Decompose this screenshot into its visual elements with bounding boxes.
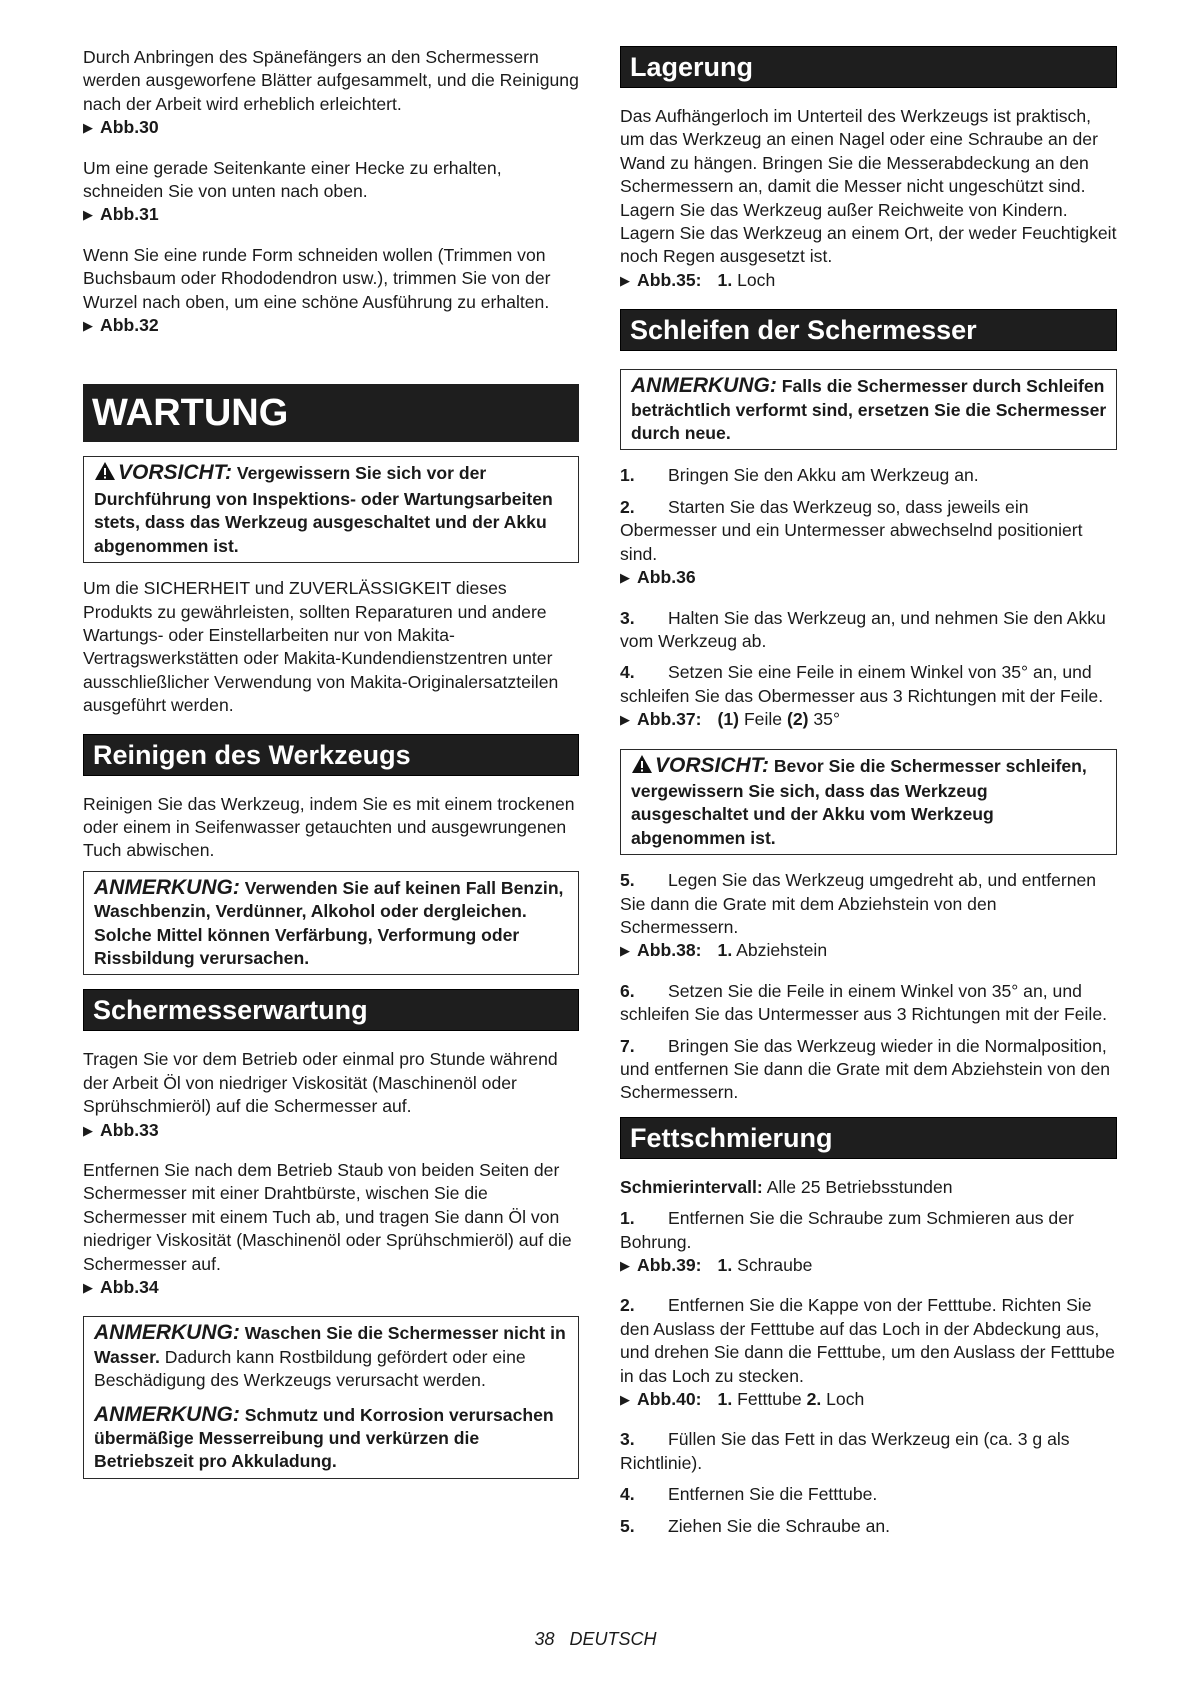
caption-text: Fetttube [737,1389,802,1410]
step-number: 2. [620,1295,635,1316]
paragraph-text: Tragen Sie vor dem Betrieb oder einmal pro Stunde während der Arbeit Öl von niedriger Viskosität (Maschinenöl oder Sprühschmieröl) auf die Schermesser auf. [83,1049,558,1117]
section-heading-lagerung: Lagerung [620,46,1117,88]
warning-triangle-icon [631,754,653,780]
step-number: 2. [620,496,635,517]
caution-text [631,754,1107,851]
figure-label: Abb.36 [637,567,696,588]
triangle-arrow-icon: ▶ [620,272,630,288]
safety-paragraph: Um die SICHERHEIT und ZUVERLÄSSIGKEIT dieses Produkts zu gewährleisten, sollten Reparaturen und andere Wartungs- oder Einstellarbeiten nur von Makita-Vertragswerkstätten oder Makita-Kundendienstzentren unter ausschließlicher Verwendung von Makita-Originalersatzteilen ausgeführt werden. [83,578,559,716]
figure-reference [83,1276,579,1300]
figure-reference [620,708,1117,732]
step-number: 4. [620,1484,635,1505]
right-column [620,46,1117,1546]
figure-reference [83,1119,579,1143]
figure-label: Abb.34 [100,1277,159,1298]
triangle-arrow-icon: ▶ [620,943,630,959]
note-box [83,871,579,976]
triangle-arrow-icon: ▶ [83,318,93,334]
figure-reference [620,1388,1117,1412]
step-item [620,496,1117,566]
caption-text: 35° [813,709,840,730]
step-item [620,1294,1117,1388]
note-text [631,374,1107,445]
step-number: 6. [620,980,635,1001]
caption-text: Loch [737,269,776,290]
step-item [620,1483,1117,1506]
caption-text: Abziehstein [736,940,828,961]
caution-tag: VORSICHT: [118,461,232,485]
note-tag: ANMERKUNG: [631,374,777,398]
warning-triangle-icon [94,461,116,487]
caption-number: 1. [717,1255,733,1276]
note-text [94,1403,569,1474]
step-number: 3. [620,607,635,628]
paragraph-dust [83,1159,579,1300]
left-column [83,46,579,1493]
paragraph-runde-form [83,244,579,339]
step-item [620,607,1117,654]
section-heading-wartung: WARTUNG [83,384,579,442]
interval-label: Schmierintervall: [620,1176,763,1197]
caution-box [620,749,1117,856]
figure-label: Abb.37: [637,709,702,730]
step-item [620,1207,1117,1254]
storage-section [620,105,1117,293]
figure-caption [718,708,840,731]
triangle-arrow-icon: ▶ [83,120,93,136]
interval-value: Alle 25 Betriebsstunden [766,1176,953,1197]
step-text: Entfernen Sie die Schraube zum Schmieren aus der Bohrung. [620,1208,1074,1252]
figure-label: Abb.30 [100,117,159,138]
step-number: 1. [620,465,635,486]
caption-text: Loch [826,1389,865,1410]
figure-label: Abb.33 [100,1119,159,1140]
note-body: Schmutz und Korrosion verursachen übermäßige Messerreibung und verkürzen die Betriebszeit pro Akkuladung. [94,1404,554,1472]
paragraph-text: Um eine gerade Seitenkante einer Hecke zu erhalten, schneiden Sie von unten nach oben. [83,157,502,202]
caution-box [83,456,579,563]
note-tag: ANMERKUNG: [94,1402,240,1426]
figure-reference [620,939,1117,963]
step-text: Entfernen Sie die Fetttube. [668,1484,878,1505]
step-item [620,980,1117,1027]
step-text: Setzen Sie die Feile in einem Winkel von 35° an, und schleifen Sie das Untermesser aus 3 Richtungen mit der Feile. [620,980,1107,1025]
figure-reference [83,314,579,338]
figure-reference [83,116,579,140]
note-text [94,1321,569,1392]
triangle-arrow-icon: ▶ [620,570,630,586]
paragraph-seitenkante [83,157,579,228]
caption-number: 2. [806,1389,822,1410]
note-text [94,876,569,971]
step-item [620,869,1117,939]
page-footer [0,1629,1191,1650]
triangle-arrow-icon: ▶ [620,1258,630,1274]
step-text: Bringen Sie den Akku am Werkzeug an. [668,465,979,486]
step-text: Halten Sie das Werkzeug an, und nehmen Sie den Akku vom Werkzeug ab. [620,607,1106,651]
step-text: Entfernen Sie die Kappe von der Fetttube. Richten Sie den Auslass der Fetttube auf das Loch in der Abdeckung aus, und drehen Sie dann die Fetttube, um den Auslass der Fetttube in das Loch zu stecken. [620,1295,1115,1386]
triangle-arrow-icon: ▶ [83,1122,93,1138]
step-number: 7. [620,1035,635,1056]
figure-label: Abb.31 [100,204,159,225]
step-item [620,1035,1117,1105]
paragraph-text: Durch Anbringen des Spänefängers an den Schermessern werden ausgeworfene Blätter aufgesammelt, und die Reinigung nach der Arbeit wird erheblich erleichtert. [83,47,579,114]
caption-text: Schraube [737,1255,813,1276]
step-text: Füllen Sie das Fett in das Werkzeug ein (ca. 3 g als Richtlinie). [620,1429,1070,1473]
step-number: 1. [620,1208,635,1229]
note-tag: ANMERKUNG: [94,1321,240,1345]
triangle-arrow-icon: ▶ [83,207,93,223]
step-text: Ziehen Sie die Schraube an. [668,1515,891,1536]
section-heading-reinigen: Reinigen des Werkzeugs [83,734,579,776]
caution-text [94,461,569,558]
figure-label: Abb.40: [637,1389,702,1410]
figure-reference [83,203,579,227]
step-number: 3. [620,1429,635,1450]
storage-paragraph: Das Aufhängerloch im Unterteil des Werkzeugs ist praktisch, um das Werkzeug an einen Nagel oder eine Schraube an der Wand zu hängen. Bringen Sie die Messerabdeckung an den Schermessern an, damit die Messer nicht ungeschützt sind. Lagern Sie das Werkzeug außer Reichweite von Kindern. Lagern Sie das Werkzeug an einem Ort, der weder Feuchtigkeit noch Regen ausgesetzt ist. [620,106,1117,267]
step-item [620,661,1117,708]
figure-caption [718,269,776,292]
step-item [620,1428,1117,1475]
triangle-arrow-icon: ▶ [620,1392,630,1408]
step-text: Setzen Sie eine Feile in einem Winkel von 35° an, und schleifen Sie das Obermesser aus 3 Richtungen mit der Feile. [620,662,1104,706]
figure-label: Abb.35: [637,269,702,290]
paragraph-text: Wenn Sie eine runde Form schneiden wollen (Trimmen von Buchsbaum oder Rhododendron usw.), trimmen Sie von der Wurzel nach oben, um eine schöne Ausführung zu erhalten. [83,244,551,312]
caption-number: 1. [717,269,733,290]
note-box [620,369,1117,450]
caution-body: Bevor Sie die Schermesser schleifen, vergewissern Sie sich, dass das Werkzeug ausgeschaltet und der Akku vom Werkzeug abgenommen ist. [631,755,1087,848]
triangle-arrow-icon: ▶ [83,1280,93,1296]
note-tag: ANMERKUNG: [94,875,240,899]
paragraph-oil [83,1048,579,1143]
step-number: 5. [620,870,635,891]
figure-label: Abb.39: [637,1255,702,1276]
lubrication-interval [620,1176,1117,1199]
caption-number: 1. [717,1389,733,1410]
step-text: Legen Sie das Werkzeug umgedreht ab, und entfernen Sie dann die Grate mit dem Abziehstein von den Schermessern. [620,870,1097,937]
caution-body: Vergewissern Sie sich vor der Durchführung von Inspektions- oder Wartungsarbeiten stets, dass das Werkzeug ausgeschaltet und der Akku abgenommen ist. [94,463,553,556]
page-number: 38 [534,1629,555,1649]
footer-language: DEUTSCH [569,1629,657,1649]
step-number: 4. [620,662,635,683]
figure-caption [718,1388,865,1411]
figure-label: Abb.38: [637,940,702,961]
caution-tag: VORSICHT: [655,753,769,777]
cleaning-paragraph: Reinigen Sie das Werkzeug, indem Sie es mit einem trockenen oder einem in Seifenwasser getauchten und ausgewrungenen Tuch abwischen. [83,793,575,861]
note-bold: Waschen Sie die Schermesser nicht in Wasser. [94,1323,566,1367]
figure-reference [620,566,1117,590]
step-text: Starten Sie das Werkzeug so, dass jeweils ein Obermesser und ein Untermesser abwechselnd positioniert sind. [620,496,1083,564]
step-number: 5. [620,1515,635,1536]
section-heading-schermesserwartung: Schermesserwartung [83,989,579,1031]
triangle-arrow-icon: ▶ [620,712,630,728]
figure-reference [620,269,1117,293]
caption-number: 1. [717,940,733,961]
note-box-double [83,1316,579,1478]
section-heading-schleifen: Schleifen der Schermesser [620,309,1117,351]
figure-caption [718,939,828,962]
caption-number: (1) [717,709,740,730]
step-text: Bringen Sie das Werkzeug wieder in die Normalposition, und entfernen Sie dann die Grate mit dem Abziehstein von den Schermessern. [620,1035,1111,1103]
step-item [620,464,1117,487]
paragraph-text: Entfernen Sie nach dem Betrieb Staub von beiden Seiten der Schermesser mit einer Drahtbürste, wischen Sie die Schermesser mit einem Tuch ab, und tragen Sie dann Öl von niedriger Viskosität (Maschinenöl oder Sprühschmieröl) auf die Schermesser auf. [83,1160,572,1274]
step-item [620,1515,1117,1538]
paragraph-spanefanger [83,46,579,141]
figure-caption [718,1254,813,1277]
caption-text: Feile [743,709,783,730]
section-heading-fettschmierung: Fettschmierung [620,1117,1117,1159]
note-body: Falls die Schermesser durch Schleifen beträchtlich verformt sind, ersetzen Sie die Schermesser durch neue. [631,376,1107,444]
note-body: Dadurch kann Rostbildung gefördert oder eine Beschädigung des Werkzeugs verursacht werden. [94,1346,526,1391]
note-body: Verwenden Sie auf keinen Fall Benzin, Waschbenzin, Verdünner, Alkohol oder dergleichen. Solche Mittel können Verfärbung, Verformung oder Rissbildung verursachen. [94,877,564,968]
figure-reference [620,1254,1117,1278]
caption-number: (2) [786,709,809,730]
figure-label: Abb.32 [100,315,159,336]
